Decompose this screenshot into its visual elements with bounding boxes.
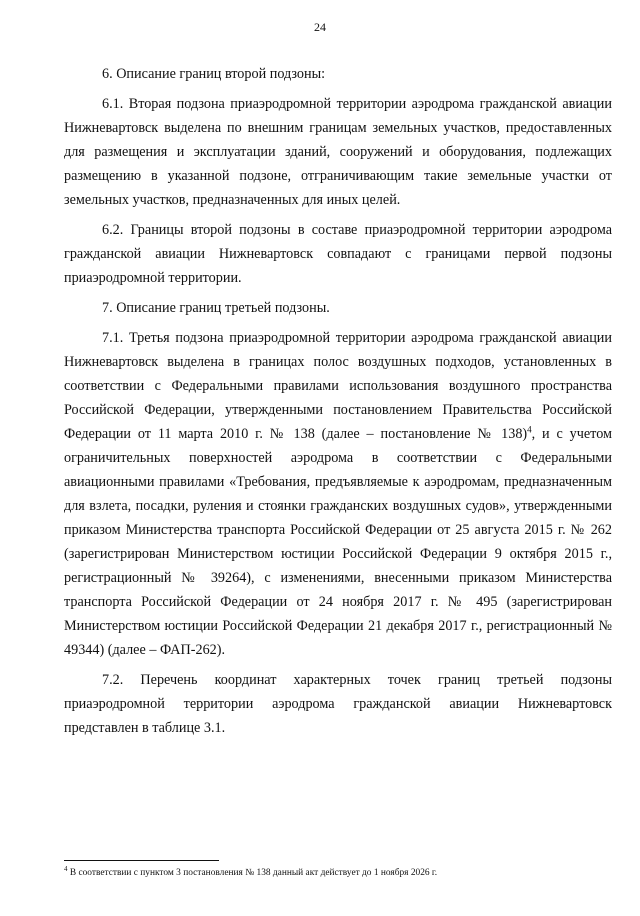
footnote-divider xyxy=(64,860,219,861)
footnote-reference: 4 xyxy=(527,424,532,435)
paragraph-7-1-part1: 7.1. Третья подзона приаэродромной территории аэродрома гражданской авиации Нижневартовск выделена в границах полос воздушных подходов, установленных в соответствии с Федеральными правилами использования воздушного пространства Российской Федерации, утвержденными постановлением Правительства Российской Федерации от 11 марта 2010 г. № 138 (далее – постановление № 138) xyxy=(64,330,612,442)
paragraph-7-1 xyxy=(64,326,612,662)
section-6-heading: 6. Описание границ второй подзоны: xyxy=(102,66,326,82)
document-body xyxy=(64,62,612,746)
paragraph-6-2: 6.2. Границы второй подзоны в составе приаэродромной территории аэродрома гражданской авиации Нижневартовск совпадают с границами первой подзоны приаэродромной территории. xyxy=(64,222,612,286)
paragraph-7-2: 7.2. Перечень координат характерных точек границ третьей подзоны приаэродромной территории аэродрома гражданской авиации Нижневартовск представлен в таблице 3.1. xyxy=(64,672,612,736)
paragraph-7-1-part2: , и с учетом ограничительных поверхностей аэродрома в соответствии с Федеральными авиационными правилами «Требования, предъявляемые к аэродромам, предназначенным для взлета, посадки, руления и стоянки гражданских воздушных судов», утвержденными приказом Министерства транспорта Российской Федерации от 25 августа 2015 г. № 262 (зарегистрирован Министерством юстиции Российской Федерации 9 октября 2015 г., регистрационный № 39264), с изменениями, внесенными приказом Министерства транспорта Российской Федерации от 24 ноября 2017 г. № 495 (зарегистрирован Министерством юстиции Российской Федерации 21 декабря 2017 г., регистрационный № 49344) (далее – ФАП-262). xyxy=(64,426,612,658)
footnote-marker: 4 xyxy=(64,864,68,873)
paragraph-6-1: 6.1. Вторая подзона приаэродромной территории аэродрома гражданской авиации Нижневартовск выделена по внешним границам земельных участков, предоставленных для размещения и эксплуатации зданий, сооружений и оборудования, подлежащих размещению в указанной подзоне, отграничивающим такие земельные участки от земельных участков, предназначенных для иных целей. xyxy=(64,96,612,208)
section-7-heading: 7. Описание границ третьей подзоны. xyxy=(102,300,330,316)
footnote xyxy=(64,864,612,879)
footnote-text: В соответствии с пунктом 3 постановления № 138 данный акт действует до 1 ноября 2026 г. xyxy=(67,868,438,878)
page-number: 24 xyxy=(314,20,326,34)
